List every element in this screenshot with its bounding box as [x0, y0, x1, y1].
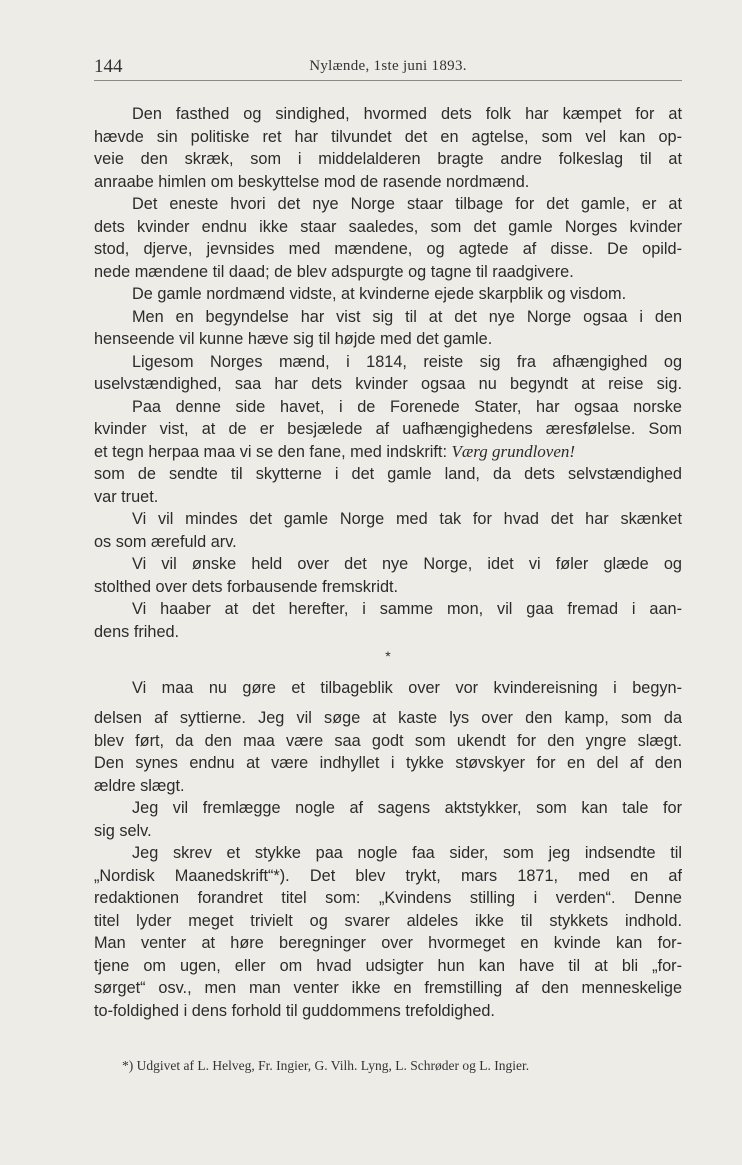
text-line: henseende vil kunne hæve sig til højde med det gamle. — [94, 330, 493, 348]
text-line: Jeg skrev et stykke paa nogle faa sider, som jeg indsendte til — [132, 844, 682, 862]
text-line: Vi vil ønske held over det nye Norge, idet vi føler glæde og — [132, 555, 682, 573]
text-line: redaktionen forandret titel som: „Kvindens stilling i verden“. Denne — [94, 889, 682, 907]
text-line: Paa denne side havet, i de Forenede Stater, har ogsaa norske — [132, 397, 682, 416]
footnote: *) Udgivet af L. Helveg, Fr. Ingier, G. Vilh. Lyng, L. Schrøder og L. Ingier. — [122, 1058, 530, 1073]
text-segment: et tegn herpaa maa vi se den fane, med indskrift: — [94, 442, 447, 461]
text-line: os som ærefuld arv. — [94, 532, 237, 551]
page-header — [94, 56, 682, 81]
text-line: dens frihed. — [94, 622, 180, 641]
text-line: stod, djerve, jevnsides med mændene, og agtede af disse. De opild- — [94, 240, 682, 258]
text-line — [94, 441, 682, 464]
text-line: som de sendte til skytterne i det gamle land, da dets selvstændighed — [94, 465, 682, 483]
italic-inscription: Værg grundloven! — [451, 441, 576, 461]
text-line: delsen af syttierne. Jeg vil søge at kaste lys over den kamp, som da — [94, 709, 682, 727]
text-line: Den fasthed og sindighed, hvormed dets folk har kæmpet for at — [132, 105, 682, 123]
text-line: var truet. — [94, 487, 159, 506]
text-line: Vi maa nu gøre et tilbageblik over vor kvindereisning i begyn- — [132, 679, 682, 697]
text-line: „Nordisk Maanedskrift“*). Det blev trykt, mars 1871, med en af — [94, 866, 682, 885]
text-line: blev ført, da den maa være saa godt som ukendt for den yngre slægt. — [94, 731, 682, 750]
text-line: sig selv. — [94, 821, 152, 840]
text-line: stolthed over dets forbausende fremskridt. — [94, 577, 399, 596]
text-line: kvinder vist, at de er besjælede af uafhængighedens æresfølelse. Som — [94, 420, 682, 438]
text-line: Vi haaber at det herefter, i samme mon, vil gaa fremad i aan- — [132, 600, 682, 618]
section-separator: * — [385, 648, 391, 664]
text-line: Ligesom Norges mænd, i 1814, reiste sig fra afhængighed og — [132, 352, 682, 371]
text-line: Men en begyndelse har vist sig til at det nye Norge ogsaa i den — [132, 307, 682, 326]
body-text — [94, 103, 682, 1022]
text-line: uselvstændighed, saa har dets kvinder ogsaa nu begyndt at reise sig. — [94, 375, 682, 393]
text-line: nede mændene til daad; de blev adspurgte og tagne til raadgivere. — [94, 262, 574, 281]
text-line: dets kvinder endnu ikke staar saaledes, som det gamle Norges kvinder — [94, 217, 682, 236]
text-line: titel lyder meget trivielt og svarer aldeles ikke til stykkets indhold. — [94, 911, 682, 930]
text-line: hævde sin politiske ret har tilvundet det en agtelse, som vel kan op- — [94, 127, 682, 146]
text-line: De gamle nordmænd vidste, at kvinderne ejede skarpblik og visdom. — [132, 285, 627, 303]
running-head: Nylænde, 1ste juni 1893. — [309, 58, 467, 74]
text-line: Vi vil mindes det gamle Norge med tak for hvad det har skænket — [132, 510, 682, 528]
page-number: 144 — [94, 56, 123, 77]
text-line: Det eneste hvori det nye Norge staar tilbage for det gamle, er at — [132, 195, 682, 213]
text-line: Jeg vil fremlægge nogle af sagens aktstykker, som kan tale for — [132, 799, 682, 817]
text-line: Man venter at høre beregninger over hvormeget en kvinde kan for- — [94, 934, 682, 952]
text-line: sørget“ osv., men man venter ikke en fremstilling af den menneskelige — [94, 979, 682, 997]
text-line: anraabe himlen om beskyttelse mod de rasende nordmænd. — [94, 172, 530, 191]
text-line: to-foldighed i dens forhold til guddommens trefoldighed. — [94, 1001, 495, 1020]
text-line: ældre slægt. — [94, 776, 185, 795]
text-line: Den synes endnu at være indhyllet i tykke støvskyer for en del af den — [94, 754, 682, 772]
text-line: tjene om ugen, eller om hvad udsigter hun kan have til at bli „for- — [94, 956, 682, 975]
text-line: veie den skræk, som i middelalderen bragte andre folkeslag til at — [94, 150, 682, 168]
